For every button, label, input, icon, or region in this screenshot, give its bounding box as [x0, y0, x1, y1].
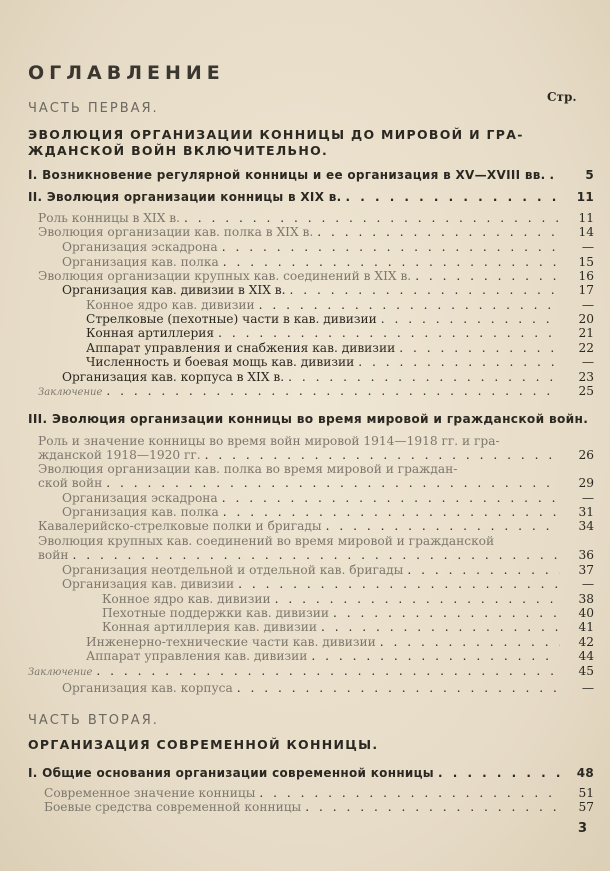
toc-entry-page: 57 — [578, 800, 594, 814]
toc-entry[interactable] — [62, 505, 594, 519]
toc-entry-page: 42 — [578, 635, 594, 649]
toc-entry-page: 11 — [576, 190, 594, 204]
toc-entry-page: 44 — [578, 649, 594, 663]
toc-entry-line: Эволюция крупных кав. соединений во время мировой и гражданской — [38, 534, 495, 548]
toc-entry-page: — — [581, 298, 594, 312]
toc-entry-page: 15 — [578, 255, 594, 269]
toc-entry-title: Организация кав. полка — [62, 505, 219, 519]
toc-entry[interactable] — [38, 269, 594, 283]
leader-dots — [381, 312, 560, 326]
leader-dots — [259, 786, 560, 800]
toc-entry-title: Конная артиллерия — [86, 326, 215, 340]
leader-dots — [106, 476, 560, 490]
leader-dots — [321, 620, 560, 634]
toc-entry[interactable] — [28, 190, 594, 204]
toc-entry[interactable] — [102, 592, 594, 606]
leader-dots — [218, 326, 560, 340]
toc-entry-page: 36 — [578, 548, 594, 562]
toc-entry[interactable] — [86, 355, 594, 369]
toc-entry-title: Заключение — [28, 667, 93, 678]
toc-entry-title: войн — [38, 548, 69, 562]
toc-entry-page: 20 — [578, 312, 594, 326]
toc-entry-page: 31 — [578, 505, 594, 519]
leader-dots — [438, 766, 560, 780]
toc-entry-page: 14 — [578, 225, 594, 239]
toc-entry[interactable] — [86, 298, 594, 312]
toc-entry-page: 22 — [578, 341, 594, 355]
toc-entry[interactable] — [62, 283, 594, 297]
toc-entry[interactable] — [44, 786, 594, 800]
toc-entry-page: — — [581, 491, 594, 505]
toc-entry-page: 16 — [578, 269, 594, 283]
toc-entry-title: Пехотные поддержки кав. дивизии — [102, 606, 330, 620]
leader-dots — [326, 519, 560, 533]
toc-entry[interactable] — [62, 681, 594, 695]
toc-entry[interactable] — [102, 606, 594, 620]
leader-dots — [238, 577, 560, 591]
part-one-heading-line2: ЖДАНСКОЙ ВОЙН ВКЛЮЧИТЕЛЬНО. — [28, 143, 329, 158]
toc-entry-title: Организация кав. дивизии — [62, 577, 235, 591]
leader-dots — [205, 448, 560, 462]
toc-entry-title: Организация эскадрона — [62, 491, 218, 505]
toc-entry-title: Организация кав. корпуса в XIX в. — [62, 370, 285, 384]
page-number: 3 — [578, 821, 588, 836]
toc-entry-page: 41 — [578, 620, 594, 634]
leader-dots — [222, 491, 560, 505]
toc-entry-title: Организация кав. дивизии в XIX в. — [62, 283, 286, 297]
toc-entry-page: 29 — [578, 476, 594, 490]
leader-dots — [223, 255, 560, 269]
toc-entry-title: I. Возникновение регулярной конницы и ее организация в XV—XVIII вв. — [28, 168, 546, 182]
toc-entry[interactable] — [38, 384, 594, 400]
toc-entry-page: 48 — [576, 766, 594, 780]
toc-entry-page: 51 — [578, 786, 594, 800]
toc-entry-title: Эволюция организации крупных кав. соединений в XIX в. — [38, 269, 412, 283]
leader-dots — [290, 283, 560, 297]
toc-entry-title: Кавалерийско-стрелковые полки и бригады — [38, 519, 322, 533]
toc-entry-title: Эволюция организации кав. полка в XIX в. — [38, 225, 314, 239]
leader-dots — [184, 211, 560, 225]
toc-entry[interactable] — [62, 240, 594, 254]
part-one-label: ЧАСТЬ ПЕРВАЯ. — [28, 101, 159, 116]
toc-entry[interactable] — [86, 326, 594, 340]
toc-entry-title: Боевые средства современной конницы — [44, 800, 302, 814]
leader-dots — [106, 384, 560, 398]
toc-entry-title: Конная артиллерия кав. дивизии — [102, 620, 317, 634]
toc-entry[interactable] — [38, 476, 594, 490]
toc-entry[interactable] — [28, 664, 594, 680]
toc-entry-title: Конное ядро кав. дивизии — [86, 298, 255, 312]
leader-dots — [72, 548, 560, 562]
leader-dots — [311, 649, 560, 663]
toc-entry-title: Роль конницы в XIX в. — [38, 211, 181, 225]
toc-entry-page: 26 — [578, 448, 594, 462]
toc-entry-page: 23 — [578, 370, 594, 384]
toc-entry-title: Аппарат управления и снабжения кав. дивизии — [86, 341, 396, 355]
toc-entry[interactable] — [38, 448, 594, 462]
toc-entry-title: Инженерно-технические части кав. дивизии — [86, 635, 376, 649]
toc-entry-page: — — [581, 240, 594, 254]
toc-entry[interactable] — [38, 225, 594, 239]
leader-dots — [223, 505, 560, 519]
leader-dots — [399, 341, 560, 355]
toc-entry-title: Организация кав. корпуса — [62, 681, 233, 695]
toc-entry[interactable] — [86, 649, 594, 663]
page-column-label: Стр. — [547, 90, 577, 104]
leader-dots — [288, 370, 560, 384]
toc-entry-title: I. Общие основания организации современной конницы — [28, 766, 434, 780]
toc-entry-title: Численность и боевая мощь кав. дивизии — [86, 355, 355, 369]
toc-entry[interactable] — [86, 312, 594, 326]
toc-entry[interactable] — [28, 766, 594, 780]
toc-entry[interactable] — [38, 519, 594, 533]
part-two-label: ЧАСТЬ ВТОРАЯ. — [28, 713, 159, 728]
toc-entry-page: 38 — [578, 592, 594, 606]
toc-entry-page: 40 — [578, 606, 594, 620]
toc-entry-page: 11 — [578, 211, 594, 225]
toc-entry-page: 34 — [578, 519, 594, 533]
toc-entry-line: Эволюция организации кав. полка во время мировой и граждан- — [38, 462, 458, 476]
toc-entry-page: — — [581, 577, 594, 591]
toc-entry[interactable] — [28, 168, 594, 182]
leader-dots — [275, 592, 560, 606]
toc-entry-title: II. Эволюция организации конницы в XIX в. — [28, 190, 342, 204]
leader-dots — [345, 190, 560, 204]
toc-entry[interactable] — [86, 341, 594, 355]
toc-entry-page: 17 — [578, 283, 594, 297]
toc-entry-title: Организация неотдельной и отдельной кав. бригады — [62, 563, 404, 577]
leader-dots — [415, 269, 560, 283]
toc-entry-page: 5 — [585, 168, 594, 182]
leader-dots — [259, 298, 560, 312]
toc-entry[interactable] — [62, 255, 594, 269]
toc-entry-title: ской войн — [38, 476, 103, 490]
section-three-heading: III. Эволюция организации конницы во время мировой и гражданской войн. — [28, 412, 589, 426]
leader-dots — [549, 168, 560, 182]
toc-entry-page: 45 — [578, 664, 594, 678]
part-two-heading: ОРГАНИЗАЦИЯ СОВРЕМЕННОЙ КОННИЦЫ. — [28, 737, 379, 752]
toc-entry-line: Роль и значение конницы во время войн мировой 1914—1918 гг. и гра- — [38, 434, 500, 448]
leader-dots — [333, 606, 560, 620]
leader-dots — [96, 664, 560, 678]
toc-entry-page: 37 — [578, 563, 594, 577]
leader-dots — [317, 225, 560, 239]
toc-entry[interactable] — [62, 491, 594, 505]
toc-entry-title: Аппарат управления кав. дивизии — [86, 649, 308, 663]
toc-entry[interactable] — [102, 620, 594, 634]
toc-entry[interactable] — [38, 211, 594, 225]
toc-entry-title: Стрелковые (пехотные) части в кав. дивизии — [86, 312, 377, 326]
toc-entry-title: Организация эскадрона — [62, 240, 218, 254]
toc-entry[interactable] — [38, 548, 594, 562]
toc-entry[interactable] — [62, 370, 594, 384]
toc-entry[interactable] — [62, 563, 594, 577]
leader-dots — [237, 681, 560, 695]
toc-entry-page: — — [581, 355, 594, 369]
toc-entry-page: 25 — [578, 384, 594, 398]
toc-entry-title: Заключение — [38, 387, 103, 398]
toc-entry[interactable] — [62, 577, 594, 591]
toc-entry[interactable] — [86, 635, 594, 649]
toc-entry-title: Организация кав. полка — [62, 255, 219, 269]
toc-entry-page: — — [581, 681, 594, 695]
toc-entry-title: Конное ядро кав. дивизии — [102, 592, 271, 606]
part-one-heading-line1: ЭВОЛЮЦИЯ ОРГАНИЗАЦИИ КОННИЦЫ ДО МИРОВОЙ И ГРА- — [28, 127, 524, 142]
toc-entry-page: 21 — [578, 326, 594, 340]
leader-dots — [222, 240, 560, 254]
leader-dots — [358, 355, 560, 369]
toc-entry[interactable] — [44, 800, 594, 814]
page-title: ОГЛАВЛЕНИЕ — [28, 62, 225, 84]
toc-entry-title: жданской 1918—1920 гг. — [38, 448, 201, 462]
leader-dots — [407, 563, 560, 577]
toc-entry-title: Современное значение конницы — [44, 786, 256, 800]
leader-dots — [380, 635, 560, 649]
leader-dots — [305, 800, 560, 814]
